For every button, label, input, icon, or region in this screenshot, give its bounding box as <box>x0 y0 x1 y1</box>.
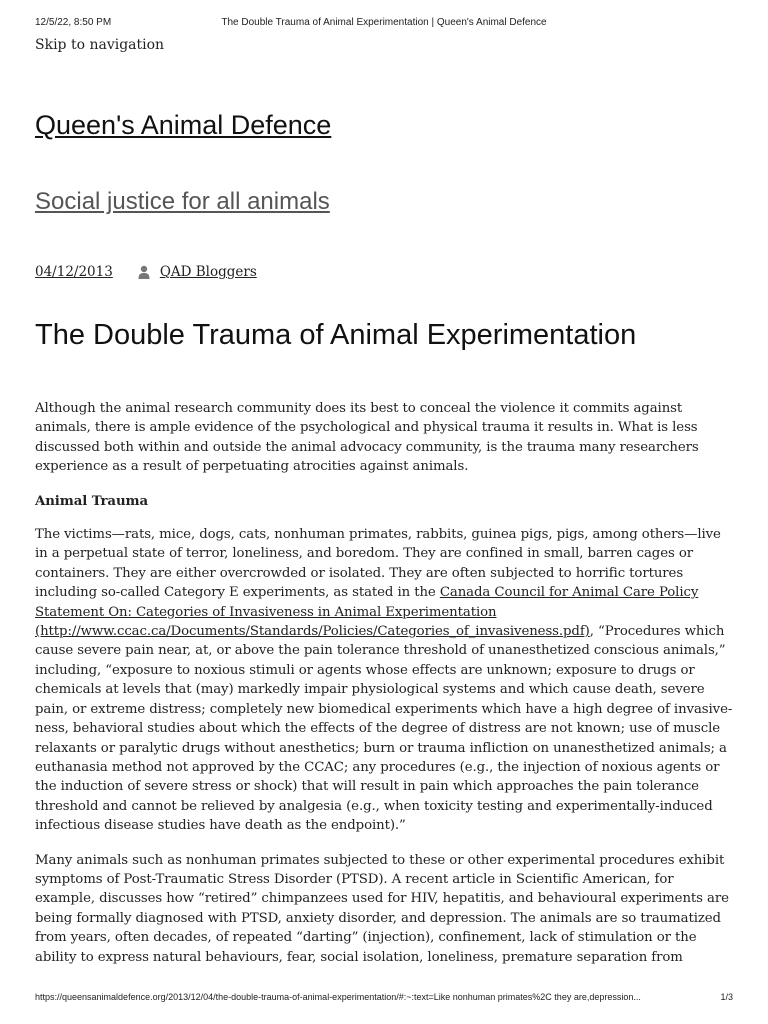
print-header <box>35 17 733 31</box>
ccac-policy-link[interactable]: Canada Council for Animal Care Policy Statement On: Categories of Invasiveness in Animal Experimentation (http://www.ccac.ca/Documents/Standards/Policies/Categories_of_invasiveness.pdf) <box>35 585 699 640</box>
intro-paragraph: Although the animal research community does its best to conceal the violence it commits against animals, there is ample evidence of the psychological and physical trauma it results in. What is less discussed both within and outside the animal advocacy community, is the trauma many researchers experience as a result of perpetuating atrocities against animals. <box>35 401 699 475</box>
site-title-link[interactable]: Queen's Animal Defence <box>35 110 332 140</box>
print-footer-url: https://queensanimaldefence.org/2013/12/04/the-double-trauma-of-animal-experimentation/#:~:text=Like nonhuman primates%2C they are,depression... <box>35 992 641 1002</box>
print-datetime: 12/5/22, 8:50 PM <box>35 17 112 28</box>
print-footer <box>35 992 733 1006</box>
print-doc-title: The Double Trauma of Animal Experimentation | Queen's Animal Defence <box>221 17 547 28</box>
victims-paragraph <box>35 525 735 836</box>
post-date-link[interactable]: 04/12/2013 <box>35 264 113 280</box>
site-tagline-link[interactable]: Social justice for all animals <box>35 188 330 215</box>
print-page-number: 1/3 <box>720 992 733 1002</box>
post-author-link[interactable]: QAD Bloggers <box>159 264 257 280</box>
paragraph-text: , “Procedures which cause severe pain near, at, or above the pain tolerance threshold of unanesthetized conscious animals,” including, “exposure to noxious stimuli or agents whose effects are unknown; exposure to drugs or chemicals at levels that (may) markedly impair physiological systems and which cause death, severe pain, or extreme distress; completely new biomedical experiments which have a high degree of invasive-ness, behavioral studies about which the effects of the degree of distress are not known; use of muscle relaxants or paralytic drugs without anesthetics; burn or trauma infliction on unanesthetized animals; a euthanasia method not approved by the CCAC; any procedures (e.g., the injection of noxious agents or the induction of severe stress or shock) that will result in pain which approaches the pain tolerance threshold and cannot be relieved by analgesia (e.g., when toxicity testing and experimentally-induced infectious disease studies have death as the endpoint).” <box>35 624 733 834</box>
section-heading-animal-trauma: Animal Trauma <box>35 493 149 509</box>
post-content <box>35 399 735 982</box>
paragraph-text: The victims—rats, mice, dogs, cats, nonhuman primates, rabbits, guinea pigs, pigs, among others—live in a perpetual state of terror, loneliness, and boredom. They are confined in small, barren cages or containers. They are either overcrowded or isolated. They are often subjected to horrific tortures including so-called Category E experiments, as stated in the <box>35 527 721 601</box>
ptsd-paragraph: Many animals such as nonhuman primates subjected to these or other experimental procedures exhibit symptoms of Post-Traumatic Stress Disorder (PTSD). A recent article in Scientific American, for example, discusses how “retired” chimpanzees used for HIV, hepatitis, and behavioural experiments are being formally diagnosed with PTSD, anxiety disorder, and depression. The animals are so traumatized from years, often decades, of repeated “darting” (injection), confinement, lack of stimulation or the ability to express natural behaviours, fear, social isolation, loneliness, premature separation from <box>35 852 729 965</box>
post-title: The Double Trauma of Animal Experimentation <box>35 319 637 351</box>
post-meta <box>35 264 257 280</box>
skip-to-navigation-link[interactable]: Skip to navigation <box>35 37 165 53</box>
person-icon <box>137 265 151 279</box>
